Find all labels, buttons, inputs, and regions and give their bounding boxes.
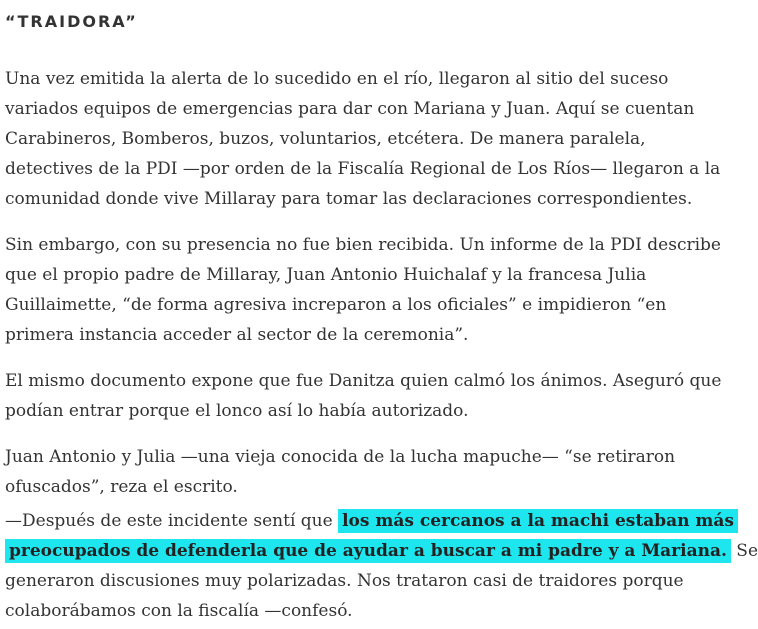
paragraph-4 [5,442,675,502]
paragraph-line: comunidad donde vive Millaray para tomar las declaraciones correspondientes. [5,189,693,209]
paragraph-line: ofuscados”, reza el escrito. [5,477,238,497]
highlighted-text: los más cercanos a la machi estaban más [338,509,738,533]
quote-line: generaron discusiones muy polarizadas. Nos trataron casi de traidores porque [5,571,684,591]
quote-text: —Después de este incidente sentí que [5,511,339,531]
quote-line [5,536,758,566]
paragraph-line: podían entrar porque el lonco así lo había autorizado. [5,401,469,421]
paragraph-line: que el propio padre de Millaray, Juan Antonio Huichalaf y la francesa Julia [5,265,647,285]
paragraph-line: El mismo documento expone que fue Danitza quien calmó los ánimos. Aseguró que [5,371,722,391]
quote-text: Se [730,541,758,561]
paragraph-3 [5,366,721,426]
paragraph-line: Carabineros, Bomberos, buzos, voluntarios, etcétera. De manera paralela, [5,129,646,149]
paragraph-line: Juan Antonio y Julia —una vieja conocida de la lucha mapuche— “se retiraron [5,447,676,467]
paragraph-line: detectives de la PDI —por orden de la Fiscalía Regional de Los Ríos— llegaron a la [5,159,721,179]
paragraph-line: variados equipos de emergencias para dar con Mariana y Juan. Aquí se cuentan [5,99,695,119]
paragraph-2 [5,230,721,350]
paragraph-5-quote [5,506,758,626]
paragraph-line: Una vez emitida la alerta de lo sucedido en el río, llegaron al sitio del suceso [5,69,669,89]
paragraph-1 [5,64,720,214]
section-heading: “TRAIDORA” [5,12,138,31]
quote-line [5,506,758,536]
highlighted-text: preocupados de defenderla que de ayudar a buscar a mi padre y a Mariana. [5,539,731,563]
paragraph-line: primera instancia acceder al sector de la ceremonia”. [5,325,469,345]
quote-line: colaborábamos con la fiscalía —confesó. [5,601,353,621]
paragraph-line: Guillaimette, “de forma agresiva increparon a los oficiales” e impidieron “en [5,295,667,315]
paragraph-line: Sin embargo, con su presencia no fue bien recibida. Un informe de la PDI describe [5,235,721,255]
